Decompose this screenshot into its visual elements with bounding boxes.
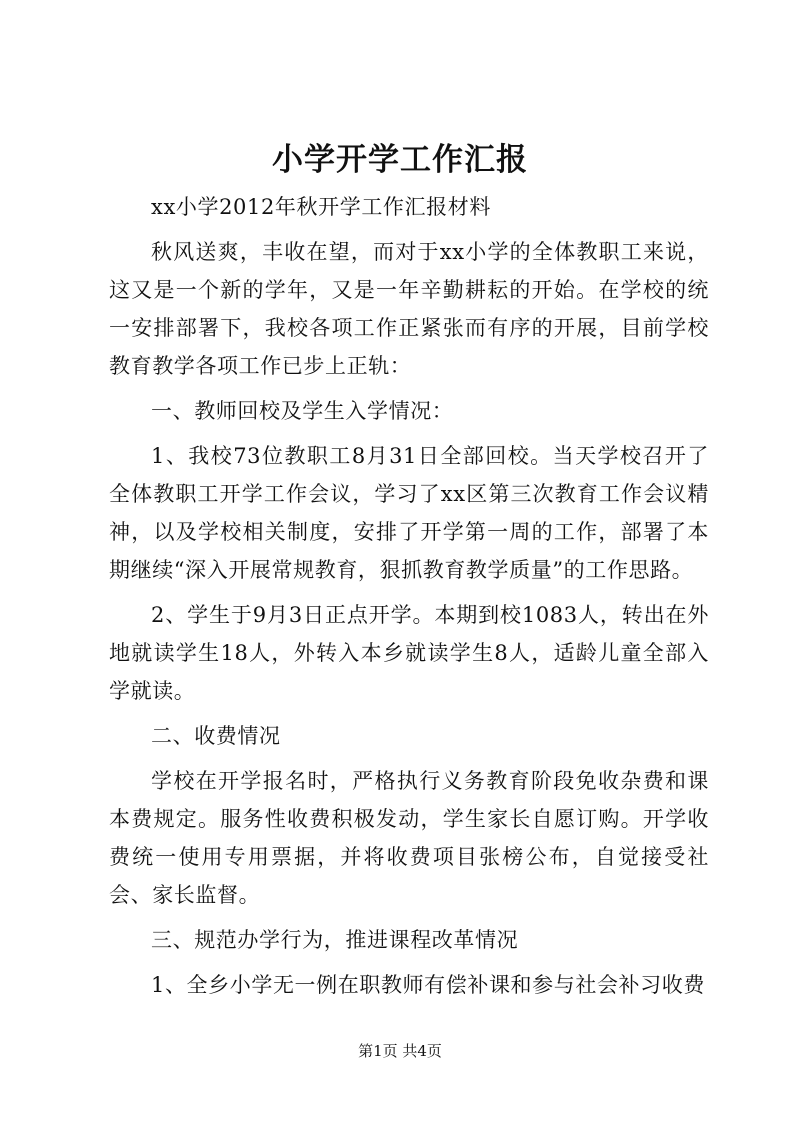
page-number-footer: 第1页 共4页 [358,1042,442,1060]
section-heading-3: 三、规范办学行为，推进课程改革情况 [151,928,519,952]
paragraph-intro: 秋风送爽，丰收在望，而对于xx小学的全体教职工来说，这又是一个新的学年，又是一年辛勤耕耘的开始。在学校的统一安排部署下，我校各项工作正紧张而有序的开展，目前学校教育教学各项工作已步上正轨： [109,240,709,378]
document-body [109,188,709,1011]
paragraph-fees: 学校在开学报名时，严格执行义务教育阶段免收杂费和课本费规定。服务性收费积极发动，学生家长自愿订购。开学收费统一使用专用票据，并将收费项目张榜公布，自觉接受社会、家长监督。 [109,769,709,907]
paragraph-tutoring: 1、全乡小学无一例在职教师有偿补课和参与社会补习收费 [151,973,705,997]
paragraph-teachers: 1、我校73位教职工8月31日全部回校。当天学校召开了全体教职工开学工作会议，学习了xx区第三次教育工作会议精神，以及学校相关制度，安排了开学第一周的工作，部署了本期继续“深入开展常规教育，狠抓教育教学质量”的工作思路。 [109,444,709,582]
paragraph-subtitle: xx小学2012年秋开学工作汇报材料 [151,195,491,219]
document-title: 小学开学工作汇报 [272,142,528,178]
section-heading-2: 二、收费情况 [151,724,281,748]
section-heading-1: 一、教师回校及学生入学情况： [151,399,454,423]
paragraph-students: 2、学生于9月3日正点开学。本期到校1083人，转出在外地就读学生18人，外转入本乡就读学生8人，适龄儿童全部入学就读。 [109,603,709,703]
